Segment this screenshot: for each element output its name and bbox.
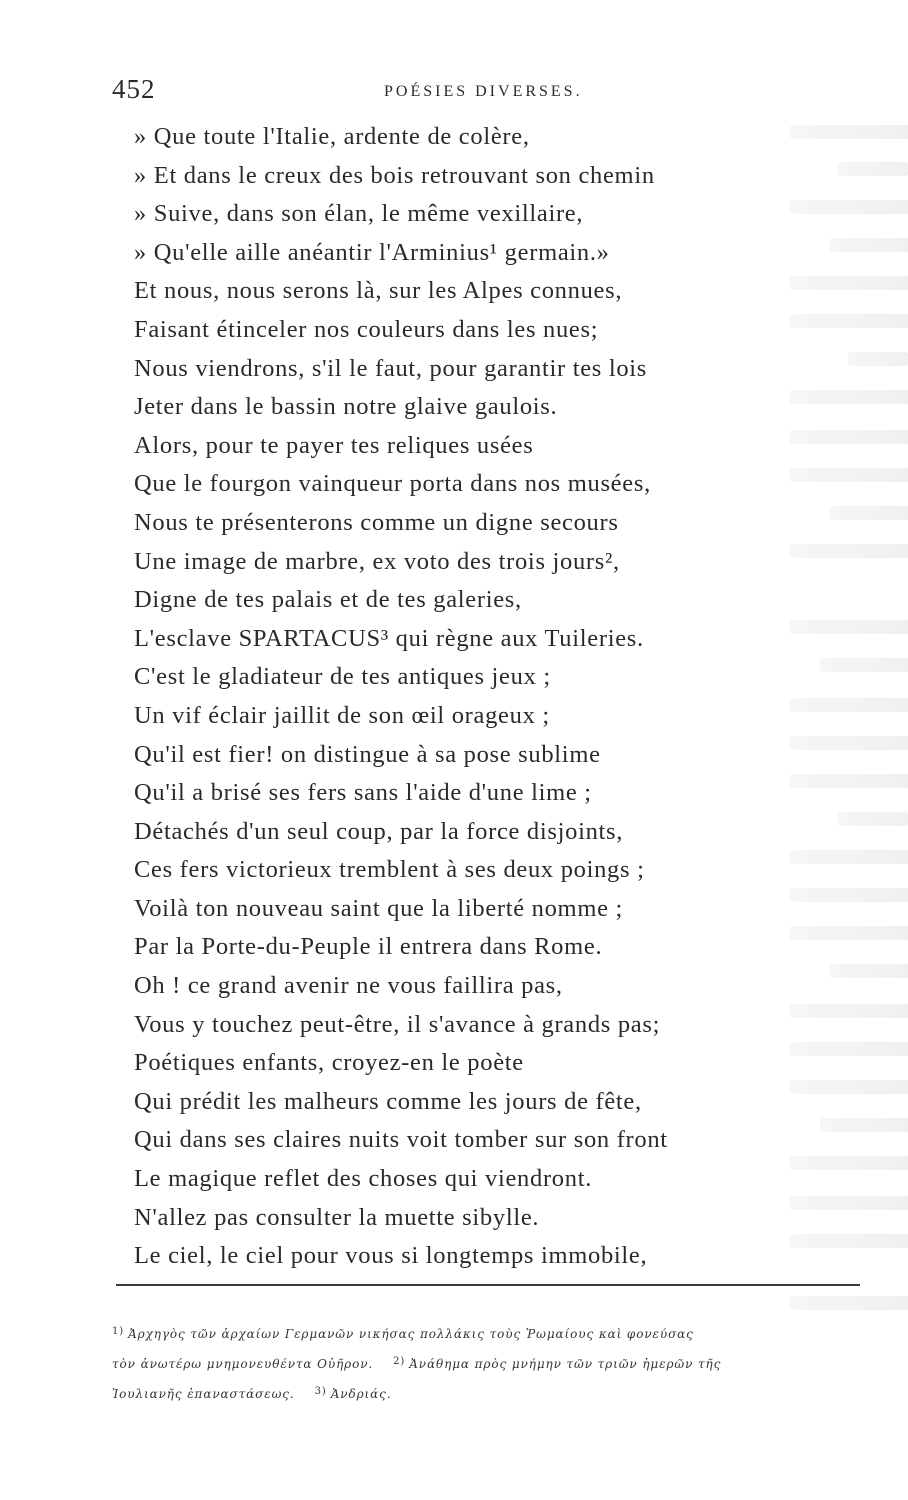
verse-line: Qu'il est fier! on distingue à sa pose sublime (134, 740, 601, 768)
verse-line: Qui dans ses claires nuits voit tomber sur son front (134, 1126, 668, 1154)
verse-line: C'est le gladiateur de tes antiques jeux ; (134, 663, 551, 691)
verse-line: Ces fers victorieux tremblent à ses deux poings ; (134, 856, 645, 884)
footnote-text: Ἀνάθημα πρὸς μνήμην τῶν τριῶν ἡμερῶν τῆς (409, 1357, 722, 1371)
verse-line: Détachés d'un seul coup, par la force disjoints, (134, 817, 624, 845)
verse-line: Nous te présenterons comme un digne secours (134, 508, 619, 536)
poem-verses (134, 118, 834, 1276)
footnote-line (112, 1378, 866, 1408)
footnote-marker: 1) (112, 1326, 125, 1337)
verse-line: Nous viendrons, s'il le faut, pour garantir tes lois (134, 354, 648, 382)
verse-line: Une image de marbre, ex voto des trois jours², (134, 547, 620, 575)
verse-line: Alors, pour te payer tes reliques usées (134, 431, 534, 459)
verse-line: » Que toute l'Italie, ardente de colère, (134, 123, 530, 150)
verse-line: Que le fourgon vainqueur porta dans nos musées, (134, 470, 651, 498)
verse-line: N'allez pas consulter la muette sibylle. (134, 1203, 540, 1231)
verse-line: Et nous, nous serons là, sur les Alpes connues, (134, 277, 623, 305)
verse-line: L'esclave SPARTACUS³ qui règne aux Tuileries. (134, 624, 644, 652)
verse-line: » Suive, dans son élan, le même vexillaire, (134, 200, 584, 228)
verse-line: Poétiques enfants, croyez-en le poète (134, 1049, 524, 1077)
page-header (112, 74, 632, 114)
verse-line: » Qu'elle aille anéantir l'Arminius¹ germain.» (134, 238, 610, 266)
verse-line: Qui prédit les malheurs comme les jours de fête, (134, 1087, 642, 1115)
running-title: POÉSIES DIVERSES. (384, 83, 583, 100)
verse-line: Par la Porte-du-Peuple il entrera dans Rome. (134, 933, 603, 961)
footnote-text: τὸν ἀνωτέρω μνημονευθέντα Οὐῆρον. (112, 1357, 374, 1371)
verse-line: Un vif éclair jaillit de son œil orageux ; (134, 701, 550, 729)
footnote-line (112, 1318, 866, 1348)
page-number: 452 (112, 74, 156, 104)
footnotes (112, 1318, 866, 1408)
footnote-rule (116, 1284, 860, 1286)
verse-line: Voilà ton nouveau saint que la liberté nomme ; (134, 894, 623, 922)
footnote-marker: 2) (393, 1356, 406, 1367)
footnote-marker: 3) (314, 1386, 327, 1397)
verse-line: Oh ! ce grand avenir ne vous faillira pas, (134, 972, 563, 1000)
verse-line: Jeter dans le bassin notre glaive gaulois. (134, 393, 558, 421)
footnote-text: Ἀνδριάς. (330, 1387, 392, 1401)
verse-line: Faisant étinceler nos couleurs dans les nues; (134, 315, 599, 343)
footnote-text: Ἰουλιανῆς ἐπαναστάσεως. (112, 1387, 295, 1401)
verse-line: Le magique reflet des choses qui viendront. (134, 1165, 593, 1193)
verse-line: Digne de tes palais et de tes galeries, (134, 586, 522, 614)
verse-line: Vous y touchez peut-être, il s'avance à grands pas; (134, 1010, 661, 1038)
verse-line: Le ciel, le ciel pour vous si longtemps immobile, (134, 1242, 648, 1270)
footnote-text: Ἀρχηγὸς τῶν ἀρχαίων Γερμανῶν νικήσας πολλάκις τοὺς Ῥωμαίους καὶ φονεύσας (128, 1327, 694, 1341)
verse-line: Qu'il a brisé ses fers sans l'aide d'une lime ; (134, 779, 592, 807)
verse-line: » Et dans le creux des bois retrouvant son chemin (134, 161, 655, 189)
footnote-line (112, 1348, 866, 1378)
